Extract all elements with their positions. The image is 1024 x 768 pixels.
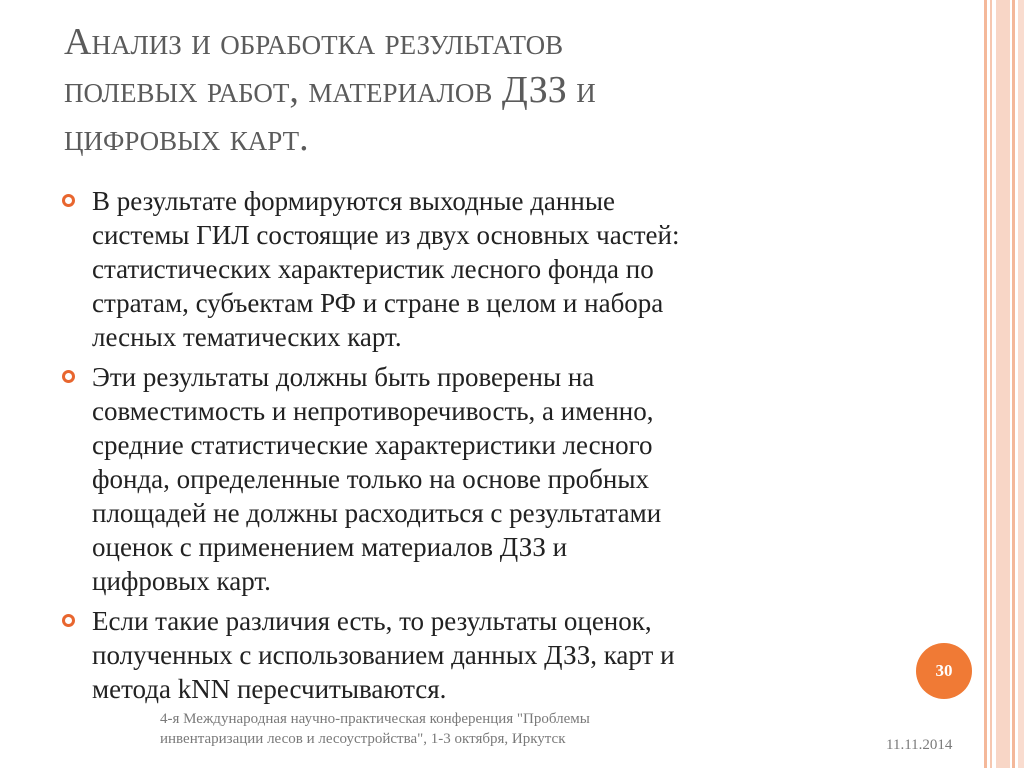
footer-line: 4-я Международная научно-практическая конференция "Проблемы xyxy=(160,711,590,727)
circle-bullet-icon xyxy=(62,614,75,627)
circle-bullet-icon xyxy=(62,194,75,207)
stripe xyxy=(996,0,1010,768)
bullet-text-line: оценок с применением материалов ДЗЗ и xyxy=(92,532,568,562)
slide-date: 11.11.2014 xyxy=(886,737,953,753)
decorative-stripes xyxy=(984,0,1024,768)
stripe xyxy=(1018,0,1024,768)
bullet-text-line: фонда, определенные только на основе пробных xyxy=(92,464,649,494)
bullet-text-line: системы ГИЛ состоящие из двух основных частей: xyxy=(92,220,680,250)
bullet-text-line: лесных тематических карт. xyxy=(92,322,402,352)
bullet-text-line: В результате формируются выходные данные xyxy=(92,186,615,216)
bullet-text-line: Если такие различия есть, то результаты оценок, xyxy=(92,606,652,636)
bullet-text-line: метода kNN пересчитываются. xyxy=(92,674,447,704)
bullet-text-line: стратам, субъектам РФ и стране в целом и набора xyxy=(92,288,664,318)
bullet-text-line: статистических характеристик лесного фонда по xyxy=(92,254,654,284)
title-line: цифровых карт. xyxy=(64,117,309,159)
footer-line: инвентаризации лесов и лесоустройства", 1-3 октября, Иркутск xyxy=(160,731,566,747)
bullet-text-line: площадей не должны расходиться с результатами xyxy=(92,498,662,528)
slide-title xyxy=(64,18,924,162)
page-number-badge: 30 xyxy=(916,643,972,699)
bullet-text-line: цифровых карт. xyxy=(92,566,271,596)
bullet-text-line: средние статистические характеристики лесного xyxy=(92,430,653,460)
stripe xyxy=(1012,0,1015,768)
stripe xyxy=(990,0,992,768)
bullet-list xyxy=(62,184,922,712)
circle-bullet-icon xyxy=(62,370,75,383)
footer-text xyxy=(160,709,780,749)
bullet-item xyxy=(62,184,922,354)
bullet-text-line: полученных с использованием данных ДЗЗ, карт и xyxy=(92,640,675,670)
bullet-text-line: Эти результаты должны быть проверены на xyxy=(92,362,595,392)
bullet-text-line: совместимость и непротиворечивость, а именно, xyxy=(92,396,654,426)
bullet-item xyxy=(62,360,922,598)
bullet-item xyxy=(62,604,922,706)
stripe xyxy=(984,0,987,768)
title-line: Анализ и обработка результатов xyxy=(64,21,564,63)
title-line: полевых работ, материалов ДЗЗ и xyxy=(64,69,596,111)
